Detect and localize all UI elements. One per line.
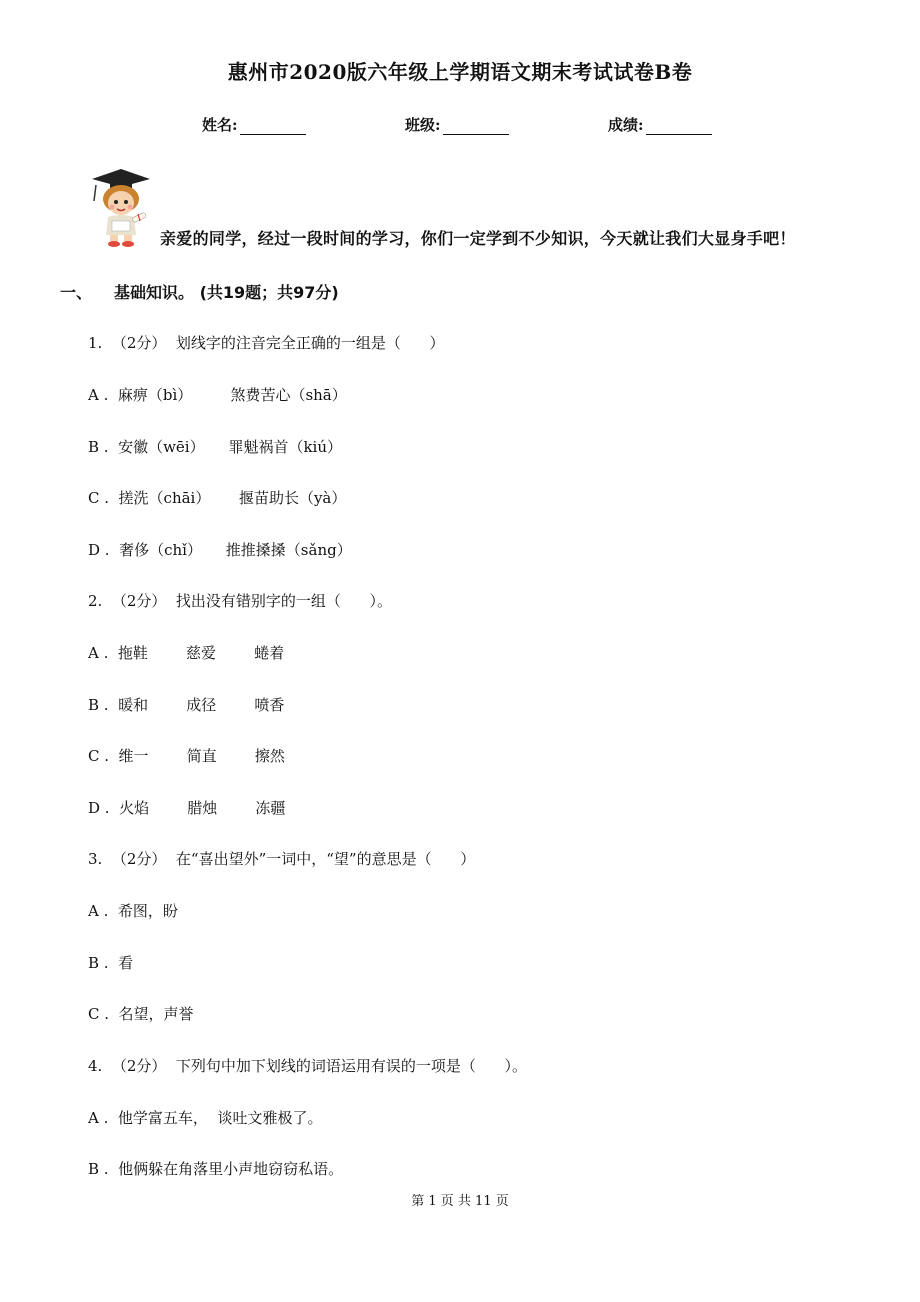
question-4-option-a[interactable]: A . 他学富五车， 谈吐文雅极了。 bbox=[88, 1109, 323, 1127]
name-label: 姓名: bbox=[202, 116, 238, 134]
section-heading bbox=[60, 280, 339, 303]
name-blank[interactable] bbox=[240, 118, 306, 135]
page-footer: 第 1 页 共 11 页 bbox=[411, 1194, 509, 1209]
student-info-fields bbox=[0, 114, 920, 138]
question-3-option-c[interactable]: C . 名望，声誉 bbox=[88, 1005, 194, 1023]
exam-title: 惠州市2020版六年级上学期语文期末考试试卷B卷 bbox=[227, 60, 693, 84]
question-4-option-b[interactable]: B . 他俩躲在角落里小声地窃窃私语。 bbox=[88, 1160, 344, 1178]
score-field[interactable] bbox=[608, 114, 712, 135]
question-3-stem: 3. （2分） 在“喜出望外”一词中，“望”的意思是（ ） bbox=[88, 850, 476, 868]
question-3-option-b[interactable]: B . 看 bbox=[88, 954, 134, 972]
question-1-option-c[interactable]: C . 搓洗（chāi） 揠苗助长（yà） bbox=[88, 489, 347, 507]
question-3-option-a[interactable]: A . 希图，盼 bbox=[88, 902, 178, 920]
question-1-option-b[interactable]: B . 安徽（wēi） 罪魁祸首（kiú） bbox=[88, 438, 342, 456]
question-2-option-b[interactable]: B . 暖和 成径 喷香 bbox=[88, 696, 285, 714]
question-2-option-d[interactable]: D . 火焰 腊烛 冻疆 bbox=[88, 799, 286, 817]
section-number: 一、 bbox=[60, 283, 93, 302]
question-2-stem: 2. （2分） 找出没有错别字的一组（ ）。 bbox=[88, 592, 393, 610]
question-2-option-c[interactable]: C . 维一 简直 擦然 bbox=[88, 747, 285, 765]
question-4-stem: 4. （2分） 下列句中加下划线的词语运用有误的一项是（ ）。 bbox=[88, 1057, 528, 1075]
graduate-mascot-icon bbox=[88, 165, 154, 247]
class-field[interactable] bbox=[405, 114, 509, 135]
question-2-option-a[interactable]: A . 拖鞋 慈爱 蜷着 bbox=[88, 644, 285, 662]
question-1-stem: 1. （2分） 划线字的注音完全正确的一组是（ ） bbox=[88, 334, 445, 352]
greeting-text: 亲爱的同学，经过一段时间的学习，你们一定学到不少知识，今天就让我们大显身手吧！ bbox=[160, 229, 796, 248]
question-1-option-d[interactable]: D . 奢侈（chǐ） 推推搡搡（sǎng） bbox=[88, 541, 352, 559]
class-blank[interactable] bbox=[443, 118, 509, 135]
section-title: 基础知识。 (共19题；共97分) bbox=[114, 283, 339, 302]
question-1-option-a[interactable]: A . 麻痹（bì） 煞费苦心（shā） bbox=[88, 386, 347, 404]
score-label: 成绩: bbox=[608, 116, 644, 134]
name-field[interactable] bbox=[202, 114, 306, 135]
class-label: 班级: bbox=[405, 116, 441, 134]
score-blank[interactable] bbox=[646, 118, 712, 135]
